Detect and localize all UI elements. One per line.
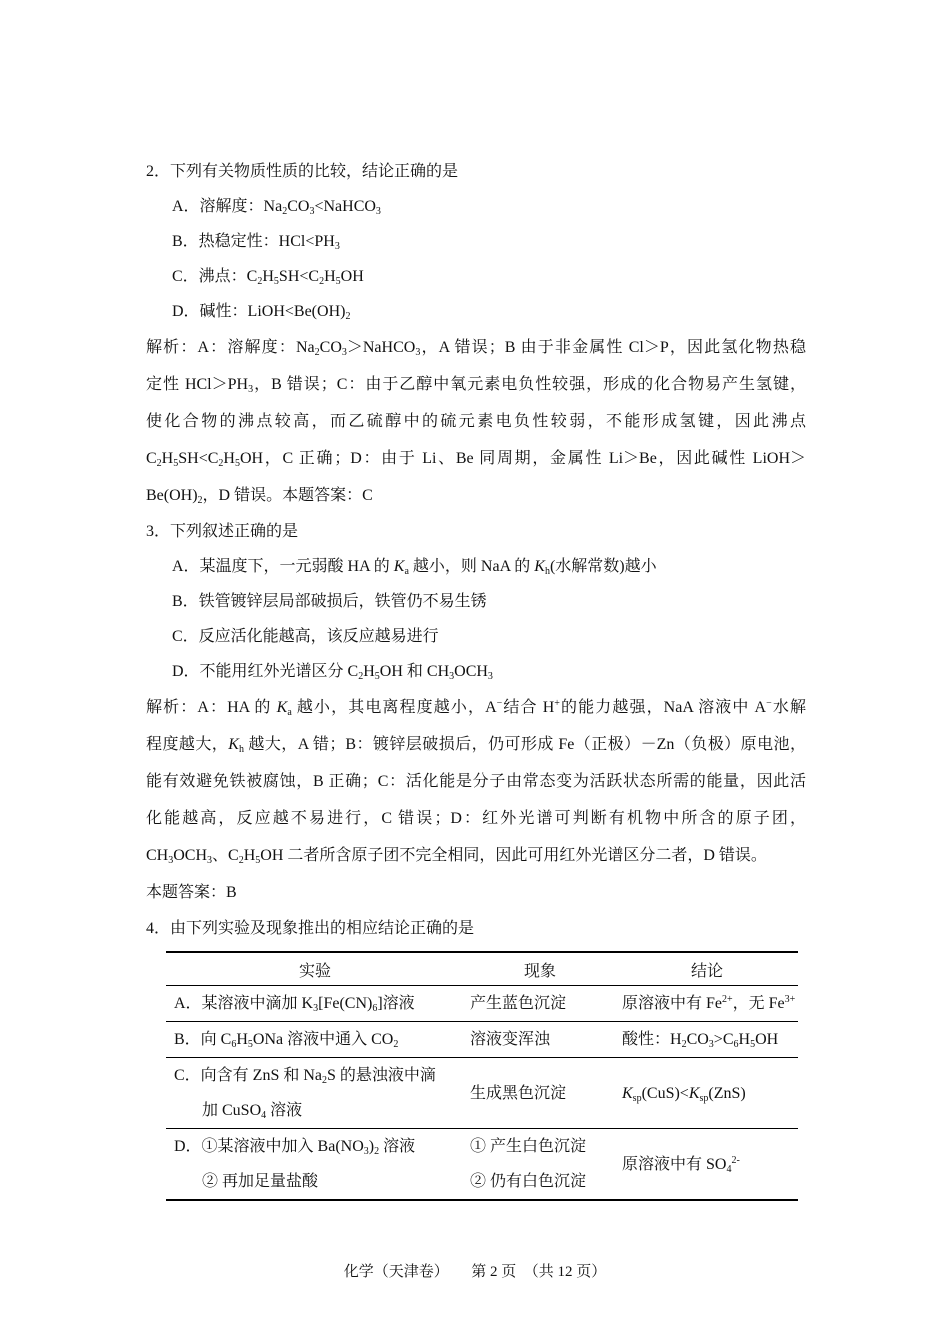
question-3-option-d: D．不能用红外光谱区分 $C_2H_5OH$ 和 $CH_3OCH_3$ <box>172 663 493 682</box>
question-2-option-b: B．热稳定性：$HCl<PH_3$ <box>172 233 340 252</box>
table-cell-phenomenon: 生成黑色沉淀 <box>464 1058 616 1129</box>
question-3-stem: 3．下列叙述正确的是 <box>146 523 299 540</box>
table-cell-conclusion: $K_{sp}(CuS)<K_{sp}(ZnS)$ <box>616 1058 798 1129</box>
question-3-analysis-line: 化能越高，反应越不易进行，C 错误；D：红外光谱可判断有机物中所含的原子团， <box>146 810 806 827</box>
table-row <box>166 986 798 1022</box>
table-row <box>166 1022 798 1058</box>
table-cell-phenomenon: ① 产生白色沉淀 ② 仍有白色沉淀 <box>464 1129 616 1201</box>
experiment-table <box>166 951 798 1201</box>
question-3-option-c: C．反应活化能越高，该反应越易进行 <box>172 628 439 645</box>
page-footer: 化学（天津卷） 第 2 页 （共 12 页） <box>343 1264 607 1280</box>
table-cell-conclusion: 酸性：$H_2CO_3>C_6H_5OH$ <box>616 1022 798 1058</box>
question-3-analysis-line: 程度越大，$K_h$ 越大，A 错；B：镀锌层破损后，仍可形成 Fe（正极）－Zn（负极）原电池， <box>146 736 806 755</box>
question-2-analysis-line: 解析：A：溶解度：$Na_2CO_3>NaHCO_3$，A 错误；B 由于非金属性 Cl＞P，因此氢化物热稳 <box>146 339 806 358</box>
table-cell-phenomenon: 溶液变浑浊 <box>464 1022 616 1058</box>
question-3-analysis-line: $CH_3OCH_3$、$C_2H_5OH$ 二者所含原子团不完全相同，因此可用红外光谱区分二者，D 错误。 <box>146 847 767 866</box>
question-2-analysis-line: 使化合物的沸点较高，而乙硫醇中的硫元素电负性较弱，不能形成氢键，因此沸点 <box>146 413 806 430</box>
table-header-phenomenon: 现象 <box>464 952 616 986</box>
question-3-option-a: A．某温度下，一元弱酸 HA 的 $K_a$ 越小，则 NaA 的 $K_h$(水解常数)越小 <box>172 558 657 577</box>
question-2-option-a: A．溶解度：$Na_2CO_3<NaHCO_3$ <box>172 198 381 217</box>
table-cell-conclusion: 原溶液中有 $Fe^{2+}$，无 $Fe^{3+}$ <box>616 986 798 1022</box>
table-header-conclusion: 结论 <box>616 952 798 986</box>
question-2-analysis-line: $Be(OH)_2$，D 错误。本题答案：C <box>146 487 373 506</box>
table-cell-experiment: B．向 $C_6H_5ONa$ 溶液中通入 $CO_2$ <box>166 1022 464 1058</box>
table-cell-experiment: A．某溶液中滴加 $K_3[Fe(CN)_6]$溶液 <box>166 986 464 1022</box>
question-2-option-c: C．沸点：$C_2H_5SH<C_2H_5OH$ <box>172 268 364 287</box>
table-cell-experiment: D．①某溶液中加入 $Ba(NO_3)_2$ 溶液 ② 再加足量盐酸 <box>166 1129 464 1201</box>
question-3-analysis-line: 能有效避免铁被腐蚀，B 正确；C：活化能是分子由常态变为活跃状态所需的能量，因此活 <box>146 773 806 790</box>
question-2-analysis-line: 定性 $HCl>PH_3$，B 错误；C：由于乙醇中氧元素电负性较强，形成的化合物易产生氢键， <box>146 376 806 395</box>
question-2-stem: 2．下列有关物质性质的比较，结论正确的是 <box>146 163 459 180</box>
question-2-option-d: D．碱性：$LiOH<Be(OH)_2$ <box>172 303 351 322</box>
question-2-analysis-line: $C_2H_5SH<C_2H_5OH$，C 正确；D：由于 Li、Be 同周期，金属性 Li＞Be，因此碱性 LiOH＞ <box>146 450 806 469</box>
question-4-stem: 4．由下列实验及现象推出的相应结论正确的是 <box>146 920 475 937</box>
question-3-answer: 本题答案：B <box>146 884 237 901</box>
table-cell-phenomenon: 产生蓝色沉淀 <box>464 986 616 1022</box>
question-3-analysis-line: 解析：A：HA 的 $K_a$ 越小，其电离程度越小，A−结合 H+的能力越强，NaA 溶液中 A−水解 <box>146 698 806 718</box>
table-cell-experiment: C．向含有 ZnS 和 $Na_2S$ 的悬浊液中滴 加 CuSO$_4$ 溶液 <box>166 1058 464 1129</box>
question-3-option-b: B．铁管镀锌层局部破损后，铁管仍不易生锈 <box>172 593 487 610</box>
table-cell-conclusion: 原溶液中有 $SO_4^{2-}$ <box>616 1129 798 1201</box>
table-row <box>166 1129 798 1201</box>
table-row <box>166 1058 798 1129</box>
table-header-experiment: 实验 <box>166 952 464 986</box>
